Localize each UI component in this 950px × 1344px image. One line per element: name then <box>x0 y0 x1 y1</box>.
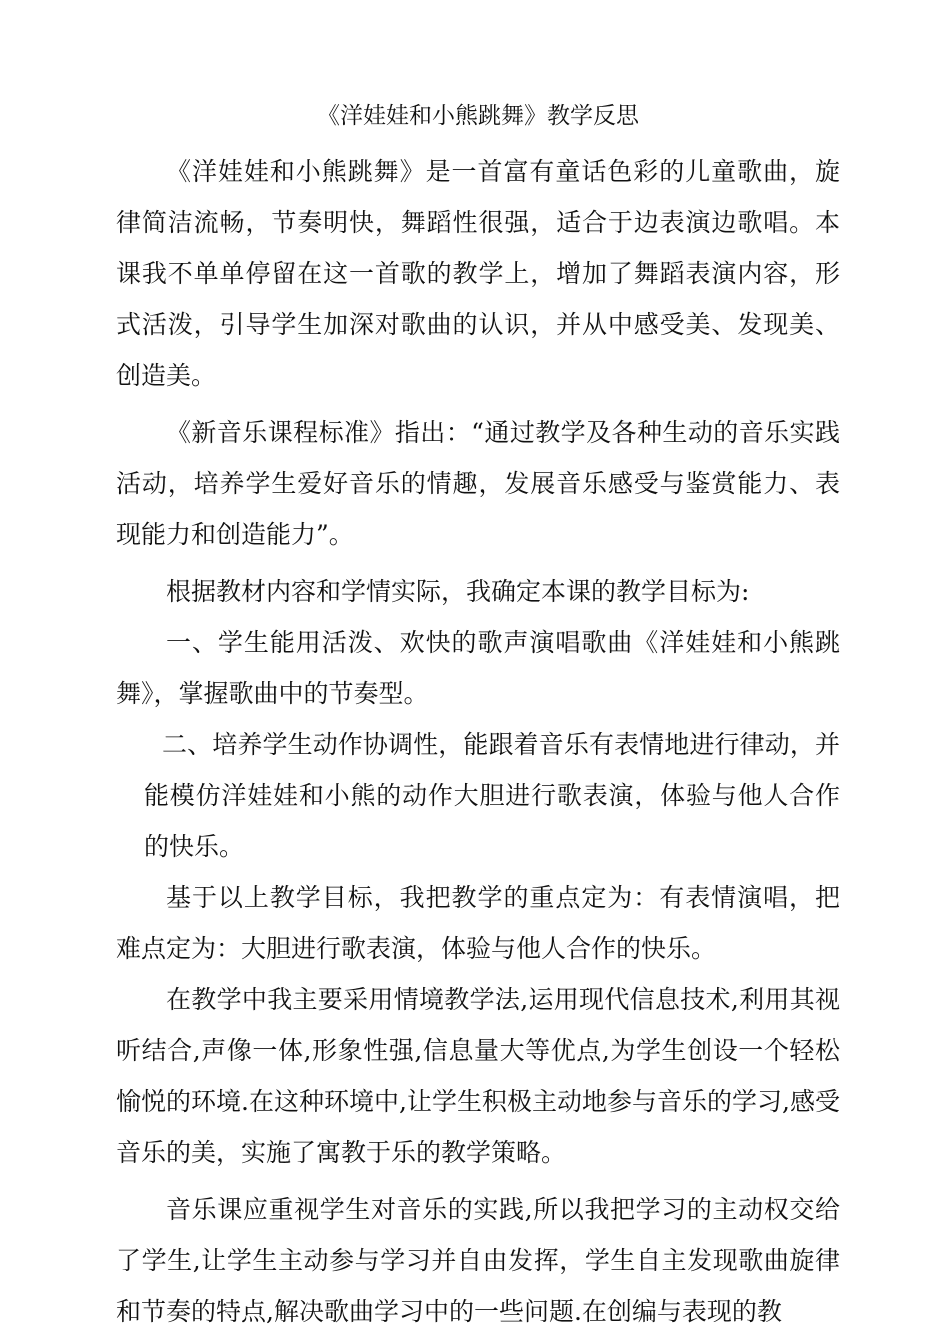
paragraph-teaching-method: 在教学中我主要采用情境教学法,运用现代信息技术,利用其视听结合,声像一体,形象性强,信息量大等优点,为学生创设一个轻松愉悦的环境.在这种环境中,让学生积极主动地参与音乐的学习,感受音乐的美，实施了寓教于乐的教学策略。 <box>116 985 840 1167</box>
goal-item-one: 一、学生能用活泼、欢快的歌声演唱歌曲《洋娃娃和小熊跳舞》，掌握歌曲中的节奏型。 <box>116 628 840 708</box>
paragraph-practice: 音乐课应重视学生对音乐的实践,所以我把学习的主动权交给了学生,让学生主动参与学习并自由发挥，学生自主发现歌曲旋律和节奏的特点,解决歌曲学习中的一些问题.在创编与表现的教 <box>116 1195 840 1326</box>
document-body <box>116 96 840 1337</box>
paragraph-key-points: 基于以上教学目标，我把教学的重点定为：有表情演唱，把难点定为：大胆进行歌表演，体验与他人合作的快乐。 <box>116 883 840 963</box>
paragraph-goals-intro: 根据教材内容和学情实际，我确定本课的教学目标为: <box>166 577 750 606</box>
document-title: 《洋娃娃和小熊跳舞》教学反思 <box>317 103 639 129</box>
paragraph-intro: 《洋娃娃和小熊跳舞》是一首富有童话色彩的儿童歌曲，旋律简洁流畅，节奏明快，舞蹈性很强，适合于边表演边歌唱。本课我不单单停留在这一首歌的教学上，增加了舞蹈表演内容，形式活泼，引导学生加深对歌曲的认识，并从中感受美、发现美、创造美。 <box>116 157 840 390</box>
goal-item-two: 二、培养学生动作协调性，能跟着音乐有表情地进行律动，并能模仿洋娃娃和小熊的动作大胆进行歌表演，体验与他人合作的快乐。 <box>144 730 840 861</box>
paragraph-curriculum-standard: 《新音乐课程标准》指出：“通过教学及各种生动的音乐实践活动，培养学生爱好音乐的情趣，发展音乐感受与鉴赏能力、表现能力和创造能力”。 <box>116 418 840 549</box>
